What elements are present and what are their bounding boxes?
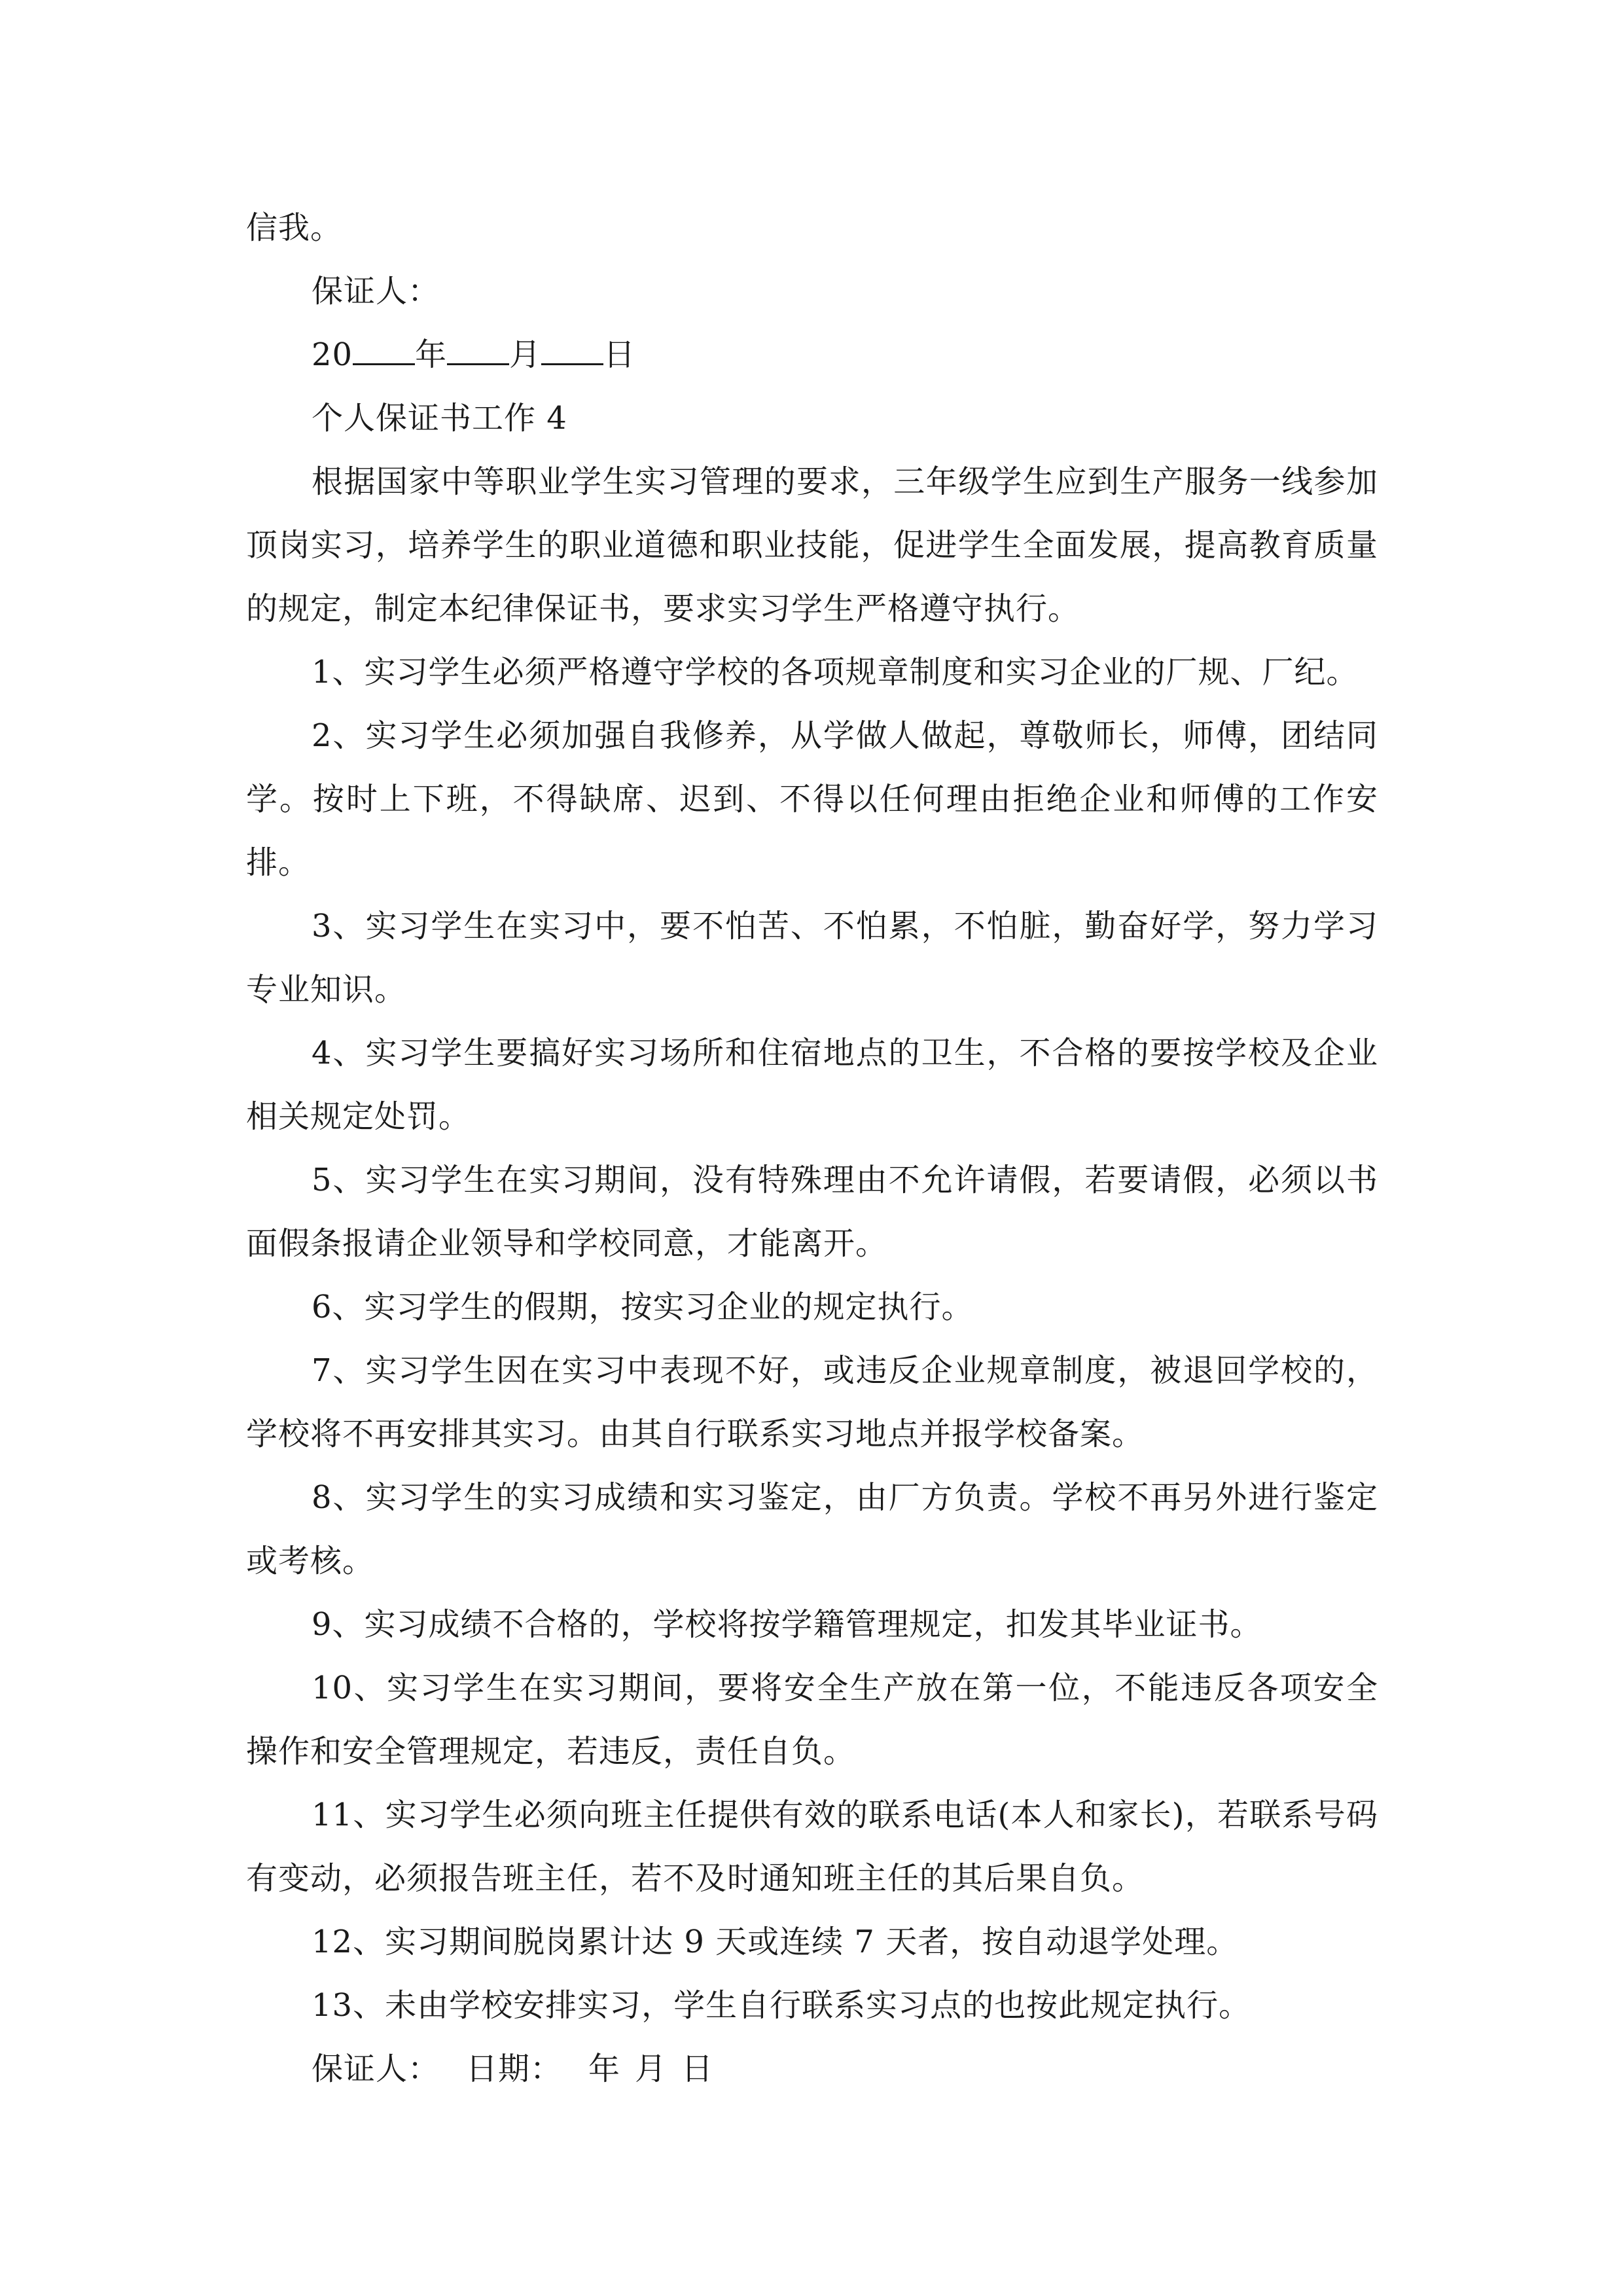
- guarantor-label: 保证人：: [312, 273, 440, 310]
- intro-paragraph: 根据国家中等职业学生实习管理的要求，三年级学生应到生产服务一线参加顶岗实习，培养学生的职业道德和职业技能，促进学生全面发展，提高教育质量的规定，制定本纪律保证书，要求实习学生严格遵守执行。: [246, 463, 1378, 627]
- rule-item: 1、实习学生必须严格遵守学校的各项规章制度和实习企业的厂规、厂纪。: [312, 654, 1359, 691]
- signature-line: [246, 2037, 1378, 2101]
- year-blank: [353, 329, 415, 365]
- rule-item: 9、实习成绩不合格的，学校将按学籍管理规定，扣发其毕业证书。: [312, 1606, 1262, 1643]
- rule-item: 11、实习学生必须向班主任提供有效的联系电话(本人和家长)，若联系号码有变动，必须报告班主任，若不及时通知班主任的其后果自负。: [246, 1797, 1378, 1897]
- day-blank: [541, 329, 603, 365]
- footer-day: 日: [681, 2051, 714, 2087]
- footer-month: 月: [635, 2051, 668, 2087]
- date-month: 月: [509, 336, 542, 373]
- rule-item: 10、实习学生在实习期间，要将安全生产放在第一位，不能违反各项安全操作和安全管理规定，若违反，责任自负。: [246, 1670, 1378, 1770]
- rule-item: 4、实习学生要搞好实习场所和住宿地点的卫生，不合格的要按学校及企业相关规定处罚。: [246, 1035, 1378, 1135]
- rule-item: 6、实习学生的假期，按实习企业的规定执行。: [312, 1289, 974, 1325]
- footer-guarantor-label: 保证人：: [312, 2051, 440, 2087]
- date-day: 日: [603, 336, 636, 373]
- date-year: 年: [415, 336, 448, 373]
- rule-item: 2、实习学生必须加强自我修养，从学做人做起，尊敬师长，师傅，团结同学。按时上下班，不得缺席、迟到、不得以任何理由拒绝企业和师傅的工作安排。: [246, 717, 1378, 881]
- rule-item: 12、实习期间脱岗累计达 9 天或连续 7 天者，按自动退学处理。: [312, 1924, 1239, 1960]
- rule-item: 13、未由学校安排实习，学生自行联系实习点的也按此规定执行。: [312, 1987, 1251, 2024]
- date-line: [246, 323, 1378, 387]
- continuation-text: 信我。: [246, 209, 343, 246]
- section-title: 个人保证书工作 4: [312, 400, 567, 437]
- date-prefix: 20: [312, 336, 353, 373]
- rule-item: 5、实习学生在实习期间，没有特殊理由不允许请假，若要请假，必须以书面假条报请企业领导和学校同意，才能离开。: [246, 1162, 1378, 1262]
- document-body: [246, 196, 1378, 2101]
- rule-item: 3、实习学生在实习中，要不怕苦、不怕累，不怕脏，勤奋好学，努力学习专业知识。: [246, 908, 1378, 1008]
- rule-item: 8、实习学生的实习成绩和实习鉴定，由厂方负责。学校不再另外进行鉴定或考核。: [246, 1479, 1378, 1579]
- footer-date-label: 日期：: [466, 2051, 563, 2087]
- month-blank: [447, 329, 509, 365]
- footer-year: 年: [588, 2051, 621, 2087]
- rule-item: 7、实习学生因在实习中表现不好，或违反企业规章制度，被退回学校的，学校将不再安排其实习。由其自行联系实习地点并报学校备案。: [246, 1352, 1378, 1452]
